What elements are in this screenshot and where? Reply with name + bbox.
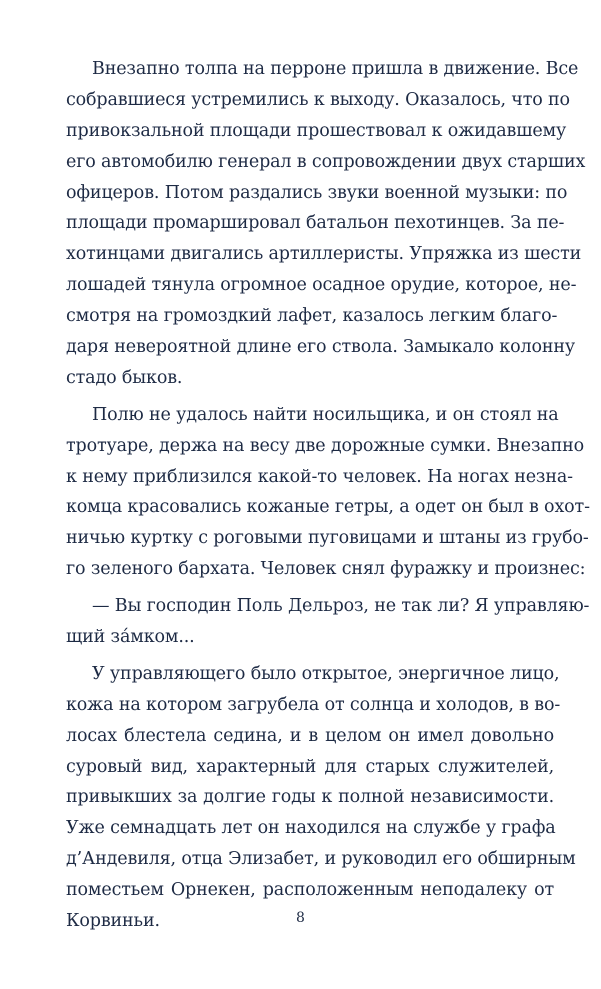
text-line: офицеров. Потом раздались звуки военной музыки: по [66, 182, 568, 203]
text-line: У управляющего было открытое, энергичное лицо, [92, 663, 560, 684]
text-line: привыкших за долгие годы к полной независимости. [66, 787, 554, 808]
text-line: д’Андевиля, отца Элизабет, и руководил его обширным [66, 849, 576, 870]
text-line: Внезапно толпа на перроне пришла в движение. Все [92, 59, 579, 79]
text-line: кожа на котором загрубела от солнца и холодов, в во- [66, 694, 561, 715]
text-line: смотря на громоздкий лафет, казалось легким благо- [66, 306, 558, 327]
paragraph [66, 591, 590, 653]
text-line: даря невероятной длине его ствола. Замыкало колонну [66, 337, 576, 358]
body-text [66, 54, 590, 937]
text-line: привокзальной площади прошествовал к ожидавшему [66, 120, 567, 141]
text-line: — Вы господин Поль Дельроз, не так ли? Я управляю- [92, 596, 590, 617]
text-line: поместьем Орнекен, расположенным неподалеку от [66, 880, 554, 901]
text-line: щий за́мком... [66, 627, 195, 648]
text-line: лошадей тянула огромное осадное орудие, которое, не- [66, 275, 577, 296]
text-line: площади промаршировал батальон пехотинцев. За пе- [66, 213, 565, 234]
text-line: к нему приблизился какой-то человек. На ногах незна- [66, 466, 573, 487]
page-number: 8 [296, 910, 305, 926]
text-line: Уже семнадцать лет он находился на службе у графа [66, 818, 556, 839]
text-line: собравшиеся устремились к выходу. Оказалось, что по [66, 89, 570, 110]
paragraph [66, 400, 590, 585]
text-line: комца красовались кожаные гетры, а одет он был в охот- [66, 497, 590, 518]
text-line: лосах блестела седина, и в целом он имел довольно [66, 725, 554, 746]
text-line: Полю не удалось найти носильщика, и он стоял на [92, 404, 559, 425]
paragraph [66, 54, 586, 394]
text-line: го зеленого бархата. Человек снял фуражку и произнес: [66, 559, 586, 580]
text-line: суровый вид, характерный для старых служителей, [66, 756, 554, 777]
text-line: тротуаре, держа на весу две дорожные сумки. Внезапно [66, 435, 585, 456]
paragraph [66, 659, 576, 937]
text-line: хотинцами двигались артиллеристы. Упряжка из шести [66, 244, 582, 265]
text-line: ничью куртку с роговыми пуговицами и штаны из грубо- [66, 528, 589, 549]
text-line: стадо быков. [66, 367, 183, 388]
text-line: Корвиньи. [66, 911, 160, 932]
text-line: его автомобилю генерал в сопровождении двух старших [66, 151, 586, 172]
